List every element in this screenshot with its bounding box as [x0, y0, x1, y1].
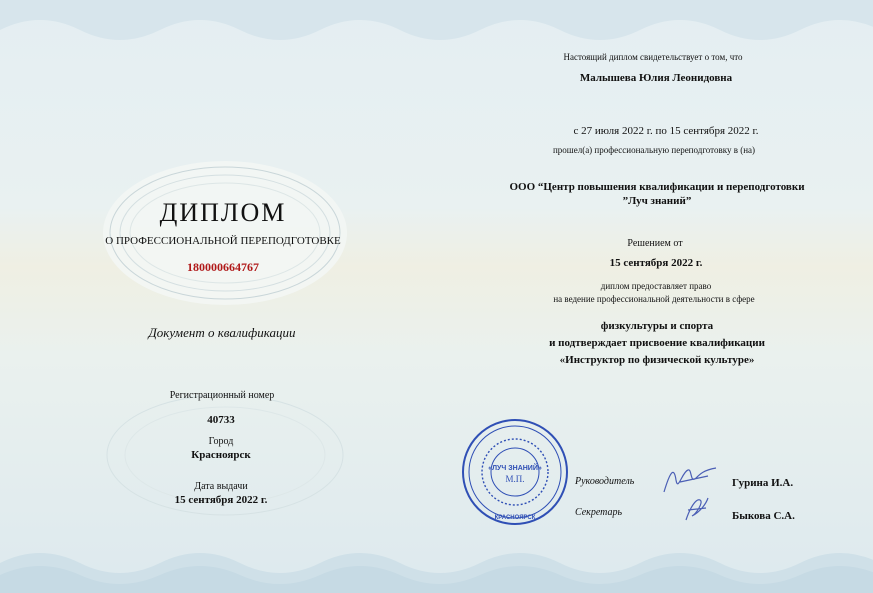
organization-stamp	[461, 418, 569, 526]
passed-training-line: прошел(а) профессиональную переподготовку в (на)	[552, 145, 756, 155]
head-signature	[660, 462, 720, 498]
title-rosette-ornament	[100, 158, 350, 308]
rights-line-1: диплом предоставляет право	[600, 281, 712, 291]
serial-number: 180000664767	[187, 260, 259, 274]
secretary-label: Секретарь	[575, 507, 623, 518]
decision-label: Решением от	[627, 238, 683, 249]
organization-line-2: ”Луч знаний”	[622, 195, 692, 207]
organization-line-1: ООО “Центр повышения квалификации и переподготовки	[509, 181, 805, 193]
issue-date-label: Дата выдачи	[194, 481, 248, 492]
registration-number: 40733	[207, 414, 235, 426]
recipient-name: Малышева Юлия Леонидовна	[579, 72, 733, 84]
diploma-subtitle: О ПРОФЕССИОНАЛЬНОЙ ПЕРЕПОДГОТОВКЕ	[105, 235, 341, 247]
city-label: Город	[208, 436, 234, 447]
field-line-2: и подтверждает присвоение квалификации	[549, 337, 765, 349]
secretary-signature	[678, 494, 714, 524]
diploma-title: ДИПЛОМ	[159, 198, 287, 227]
issue-date: 15 сентября 2022 г.	[174, 494, 268, 506]
qualification: «Инструктор по физической культуре»	[559, 354, 755, 366]
top-wave-ornament	[0, 0, 873, 50]
stamp-mp-text: М.П.	[505, 474, 525, 484]
head-label: Руководитель	[575, 476, 635, 487]
training-period: с 27 июля 2022 г. по 15 сентября 2022 г.	[573, 125, 759, 137]
document-type: Документ о квалификации	[148, 325, 296, 340]
certify-line: Настоящий диплом свидетельствует о том, что	[563, 52, 743, 62]
head-name: Гурина И.А.	[732, 477, 794, 489]
city: Красноярск	[191, 449, 251, 461]
stamp-bottom-text: КРАСНОЯРСК	[494, 515, 536, 521]
decision-date: 15 сентября 2022 г.	[609, 257, 703, 269]
registration-label: Регистрационный номер	[169, 390, 275, 401]
field-line-1: физкультуры и спорта	[600, 320, 714, 332]
bottom-wave-ornament	[0, 543, 873, 593]
stamp-center-text: «ЛУЧ ЗНАНИЙ»	[488, 465, 542, 472]
secretary-name: Быкова С.А.	[732, 510, 795, 522]
rights-line-2: на ведение профессиональной деятельности в сфере	[553, 294, 755, 304]
